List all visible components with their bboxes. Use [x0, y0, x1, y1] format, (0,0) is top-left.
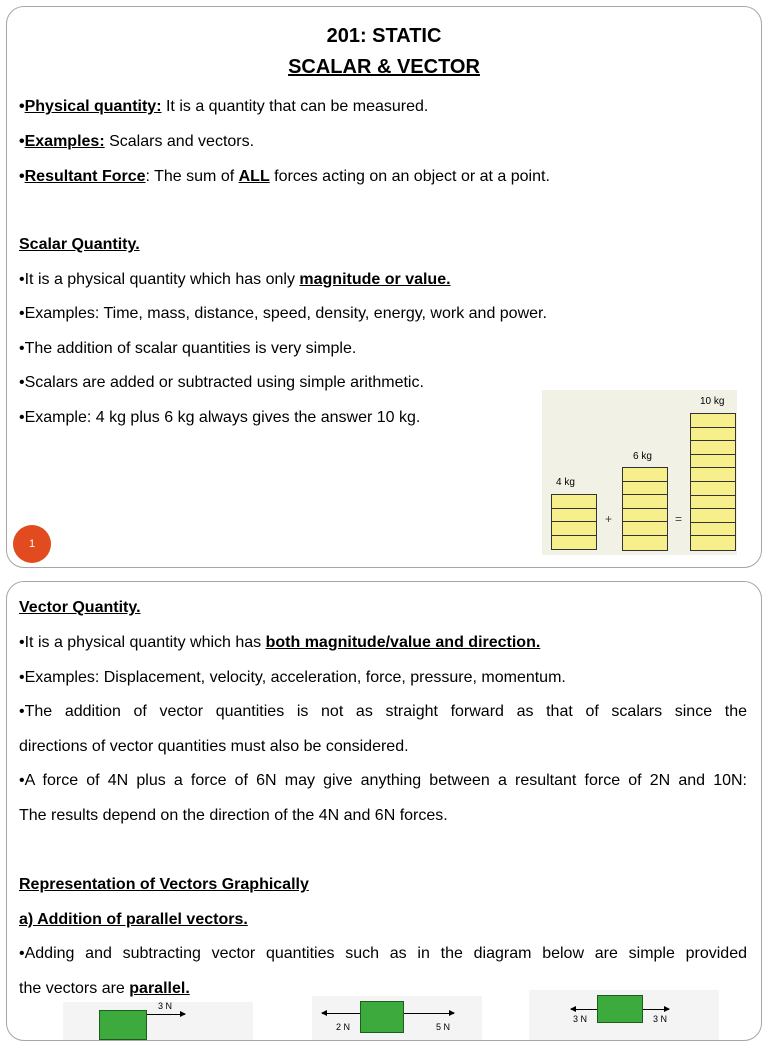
mass-block: [691, 482, 735, 496]
mass-block: [623, 522, 667, 536]
representation-heading: Representation of Vectors Graphically: [19, 876, 309, 893]
scalar-arithmetic: •Scalars are added or subtracted using simple arithmetic.: [19, 374, 424, 391]
stack-4kg: [551, 494, 597, 550]
parallel-text-line2: [19, 980, 190, 998]
mass-block: [623, 468, 667, 482]
scalar-definition: [19, 271, 451, 289]
slide-1: [6, 6, 762, 568]
plus-sign: +: [605, 512, 613, 526]
term-physical-quantity: Physical quantity:: [24, 98, 162, 115]
vector-examples: •Examples: Displacement, velocity, acceleration, force, pressure, momentum.: [19, 669, 566, 686]
slide-title-line2: SCALAR & VECTOR: [288, 56, 480, 78]
vector-diagram-b: [312, 996, 482, 1041]
arrow-left: [322, 1013, 360, 1014]
mass-addition-figure: [542, 390, 737, 555]
force-label-left: 3 N: [573, 1014, 588, 1024]
mass-block: [623, 509, 667, 523]
mass-block: [623, 536, 667, 550]
resultant-force-line: [19, 168, 550, 186]
force-label-right: 5 N: [436, 1022, 451, 1032]
stack-10kg: [690, 413, 736, 551]
mass-block: [691, 468, 735, 482]
vector-def-emph: both magnitude/value and direction.: [265, 634, 541, 651]
examples-text: Scalars and vectors.: [104, 133, 255, 150]
emph-all: ALL: [238, 168, 270, 185]
scalar-def-emph: magnitude or value.: [299, 271, 451, 288]
force-example-line1: •A force of 4N plus a force of 6N may give anything between a resultant force of 2N and 10N:: [19, 772, 747, 789]
scalar-addition: •The addition of scalar quantities is very simple.: [19, 340, 357, 357]
slide-title-line1: 201: STATIC: [326, 25, 442, 47]
bullet: •: [19, 98, 25, 115]
mass-block: [691, 496, 735, 510]
force-label-right: 3 N: [653, 1014, 668, 1024]
definition-text: It is a quantity that can be measured.: [161, 98, 429, 115]
scalar-def-text: •It is a physical quantity which has only: [19, 271, 300, 288]
term-resultant-force: Resultant Force: [24, 168, 146, 185]
slide-2: [6, 581, 762, 1041]
arrow-right: [404, 1013, 454, 1014]
label-6kg: 6 kg: [633, 451, 652, 462]
force-label-left: 2 N: [336, 1022, 351, 1032]
resultant-text-a: : The sum of: [145, 168, 239, 185]
vector-addition-line2: directions of vector quantities must also be considered.: [19, 738, 409, 755]
term-examples: Examples:: [24, 133, 105, 150]
parallel-emph: parallel.: [129, 980, 190, 997]
label-10kg: 10 kg: [700, 396, 725, 407]
vector-diagram-a: [63, 1002, 253, 1041]
vector-addition-line1: •The addition of vector quantities is not as straight forward as that of scalars since the: [19, 703, 747, 720]
scalar-examples: •Examples: Time, mass, distance, speed, density, energy, work and power.: [19, 305, 547, 322]
scalar-heading: Scalar Quantity.: [19, 236, 140, 253]
mass-block: [623, 495, 667, 509]
force-box: [99, 1010, 147, 1040]
mass-block: [691, 428, 735, 442]
vector-def-text: •It is a physical quantity which has: [19, 634, 266, 651]
mass-block: [552, 536, 596, 550]
mass-block: [691, 536, 735, 550]
mass-block: [552, 522, 596, 536]
force-label-3n: 3 N: [158, 1001, 173, 1011]
arrow-left: [571, 1009, 597, 1010]
label-4kg: 4 kg: [556, 477, 575, 488]
mass-block: [691, 414, 735, 428]
parallel-text-line1: •Adding and subtracting vector quantities such as in the diagram below are simple provided: [19, 945, 747, 962]
force-example-line2: The results depend on the direction of the 4N and 6N forces.: [19, 807, 448, 824]
stack-6kg: [622, 467, 668, 551]
bullet: •: [19, 168, 25, 185]
mass-block: [691, 509, 735, 523]
physical-quantity-line: [19, 98, 428, 116]
arrow-right: [147, 1014, 185, 1015]
mass-block: [691, 455, 735, 469]
equals-sign: =: [675, 512, 683, 526]
mass-block: [623, 482, 667, 496]
vector-heading: Vector Quantity.: [19, 599, 141, 616]
page-number-badge: 1: [13, 525, 51, 563]
mass-block: [552, 495, 596, 509]
vector-diagram-c: [529, 990, 719, 1041]
parallel-heading: a) Addition of parallel vectors.: [19, 911, 248, 928]
resultant-text-b: forces acting on an object or at a point.: [269, 168, 550, 185]
mass-block: [552, 509, 596, 523]
arrow-right: [643, 1009, 669, 1010]
mass-block: [691, 441, 735, 455]
examples-line: [19, 133, 254, 151]
parallel-text-a: the vectors are: [19, 980, 130, 997]
mass-block: [691, 523, 735, 537]
force-box: [360, 1001, 404, 1033]
vector-definition: [19, 634, 540, 652]
bullet: •: [19, 133, 25, 150]
force-box: [597, 995, 643, 1023]
scalar-example: •Example: 4 kg plus 6 kg always gives the answer 10 kg.: [19, 409, 421, 426]
